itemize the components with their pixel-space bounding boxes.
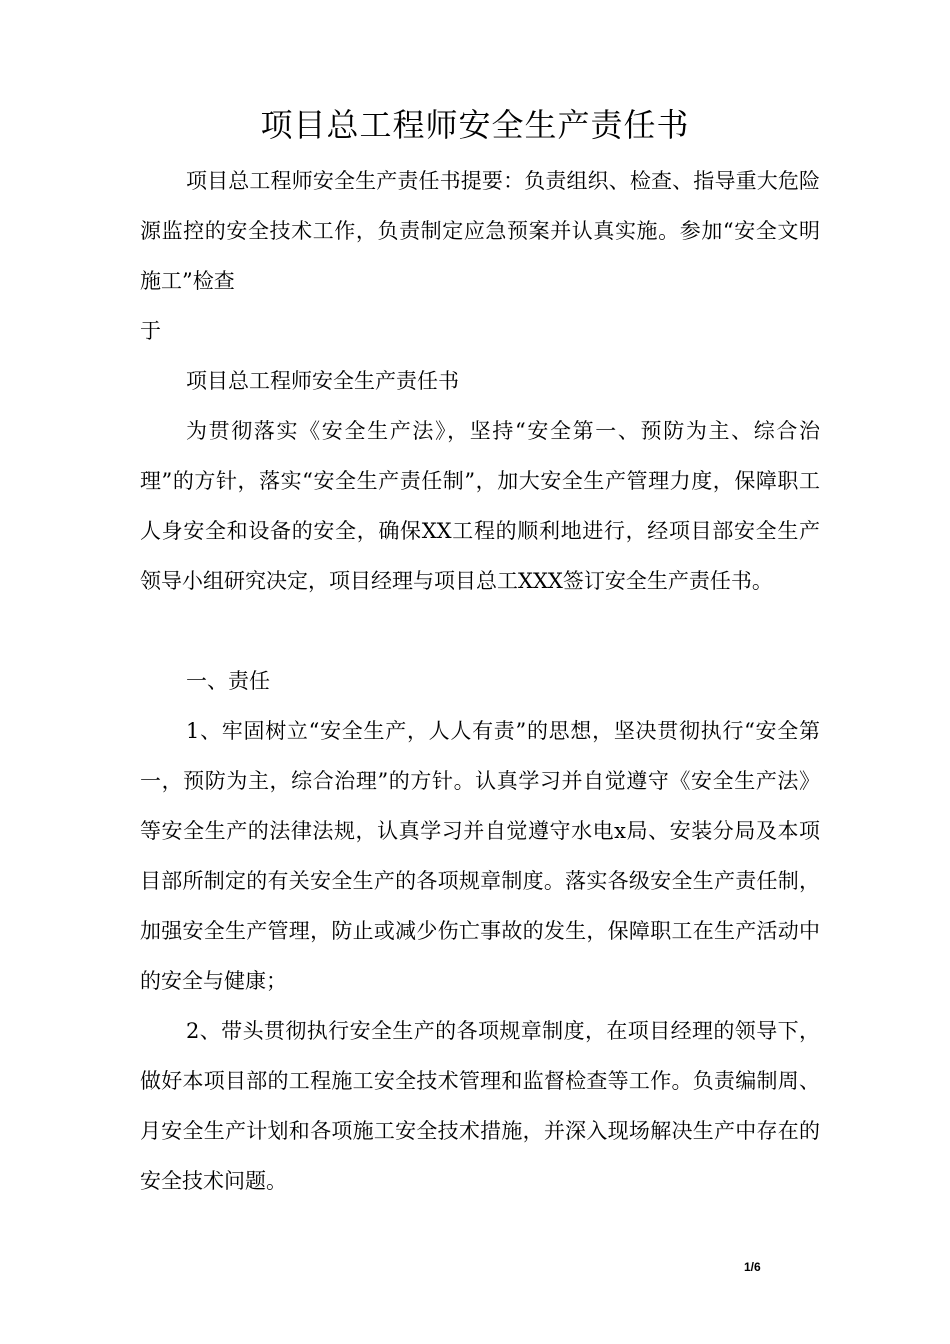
page-number: 1/6: [744, 1260, 761, 1274]
responsibility-item-2: 2、带头贯彻执行安全生产的各项规章制度，在项目经理的领导下，做好本项目部的工程施工安全技术管理和监督检查等工作。负责编制周、月安全生产计划和各项施工安全技术措施，并深入现场解决生产中存在的安全技术问题。: [140, 1019, 820, 1193]
intro-paragraph: 为贯彻落实《安全生产法》，坚持“安全第一、预防为主、综合治理”的方针，落实“安全生产责任制”，加大安全生产管理力度，保障职工人身安全和设备的安全，确保XX工程的顺利地进行，经项目部安全生产领导小组研究决定，项目经理与项目总工XXX签订安全生产责任书。: [140, 419, 820, 593]
section-heading: 一、责任: [186, 669, 270, 693]
abstract-paragraph: 项目总工程师安全生产责任书提要：负责组织、检查、指导重大危险源监控的安全技术工作，负责制定应急预案并认真实施。参加“安全文明施工”检查: [140, 169, 820, 293]
document-subtitle: 项目总工程师安全生产责任书: [186, 369, 459, 393]
responsibility-item-1: 1、牢固树立“安全生产，人人有责”的思想，坚决贯彻执行“安全第一，预防为主，综合治理”的方针。认真学习并自觉遵守《安全生产法》等安全生产的法律法规，认真学习并自觉遵守水电x局、安装分局及本项目部所制定的有关安全生产的各项规章制度。落实各级安全生产责任制，加强安全生产管理，防止或减少伤亡事故的发生，保障职工在生产活动中的安全与健康；: [140, 719, 820, 993]
fragment-text: 于: [140, 319, 161, 343]
document-title: 项目总工程师安全生产责任书: [260, 106, 690, 144]
